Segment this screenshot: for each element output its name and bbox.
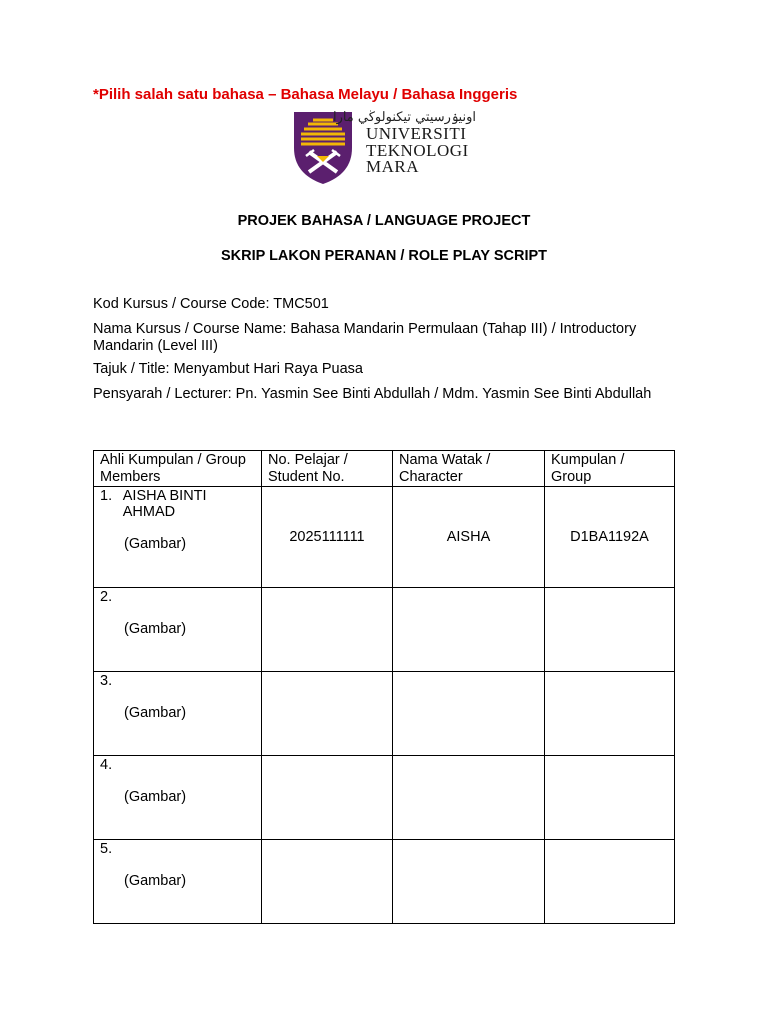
- header-student-no: No. Pelajar / Student No.: [262, 451, 393, 487]
- photo-placeholder: (Gambar): [124, 873, 187, 889]
- character-cell[interactable]: [393, 840, 545, 924]
- header-group: Kumpulan / Group: [545, 451, 675, 487]
- page-subtitle: SKRIP LAKON PERANAN / ROLE PLAY SCRIPT: [220, 248, 548, 264]
- group-cell[interactable]: [545, 756, 675, 840]
- table-row: [94, 672, 675, 756]
- row-number: 2.: [100, 589, 113, 605]
- lecturer: Pensyarah / Lecturer: Pn. Yasmin See Binti Abdullah / Mdm. Yasmin See Binti Abdullah: [93, 386, 652, 402]
- photo-placeholder: (Gambar): [124, 789, 187, 805]
- header-members: Ahli Kumpulan / Group Members: [94, 451, 262, 487]
- header-character: Nama Watak / Character: [393, 451, 545, 487]
- language-note: *Pilih salah satu bahasa – Bahasa Melayu / Bahasa Inggeris: [93, 86, 518, 103]
- page-title: PROJEK BAHASA / LANGUAGE PROJECT: [237, 213, 531, 229]
- uitm-logo: [292, 110, 482, 186]
- student-no-cell[interactable]: [262, 840, 393, 924]
- table-row: [94, 588, 675, 672]
- member-name: AISHA BINTI AHMAD: [122, 488, 207, 520]
- row-number: 3.: [100, 673, 113, 689]
- member-cell[interactable]: [94, 588, 262, 672]
- table-row: [94, 487, 675, 588]
- character-cell[interactable]: [393, 672, 545, 756]
- character-cell[interactable]: AISHA: [393, 487, 545, 588]
- student-no-cell[interactable]: [262, 756, 393, 840]
- course-name: Nama Kursus / Course Name: Bahasa Mandarin Permulaan (Tahap III) / Introductory Mandarin (Level III): [93, 321, 637, 354]
- group-cell[interactable]: D1BA1192A: [545, 487, 675, 588]
- course-code: Kod Kursus / Course Code: TMC501: [93, 296, 329, 312]
- group-cell[interactable]: [545, 840, 675, 924]
- member-cell[interactable]: [94, 487, 262, 588]
- student-no-cell[interactable]: [262, 672, 393, 756]
- row-number: 1.: [100, 488, 113, 504]
- group-cell[interactable]: [545, 588, 675, 672]
- table-row: [94, 840, 675, 924]
- member-cell[interactable]: [94, 672, 262, 756]
- photo-placeholder: (Gambar): [124, 705, 187, 721]
- row-number: 4.: [100, 757, 113, 773]
- table-header-row: [94, 451, 675, 487]
- group-members-table: [93, 450, 675, 924]
- member-cell[interactable]: [94, 756, 262, 840]
- student-no-cell[interactable]: [262, 588, 393, 672]
- row-number: 5.: [100, 841, 113, 857]
- table-row: [94, 756, 675, 840]
- logo-jawi-text: اونيۏرسيتي تيكنولوڬي مارا: [332, 110, 476, 125]
- character-cell[interactable]: [393, 588, 545, 672]
- photo-placeholder: (Gambar): [124, 621, 187, 637]
- character-cell[interactable]: [393, 756, 545, 840]
- photo-placeholder: (Gambar): [124, 536, 187, 552]
- member-cell[interactable]: [94, 840, 262, 924]
- logo-line-teknologi: TEKNOLOGI: [366, 140, 469, 160]
- group-cell[interactable]: [545, 672, 675, 756]
- project-title: Tajuk / Title: Menyambut Hari Raya Puasa: [93, 361, 363, 377]
- logo-line-universiti: UNIVERSITI: [366, 124, 467, 143]
- logo-line-mara: MARA: [366, 157, 420, 176]
- student-no-cell[interactable]: 2025111111: [262, 487, 393, 588]
